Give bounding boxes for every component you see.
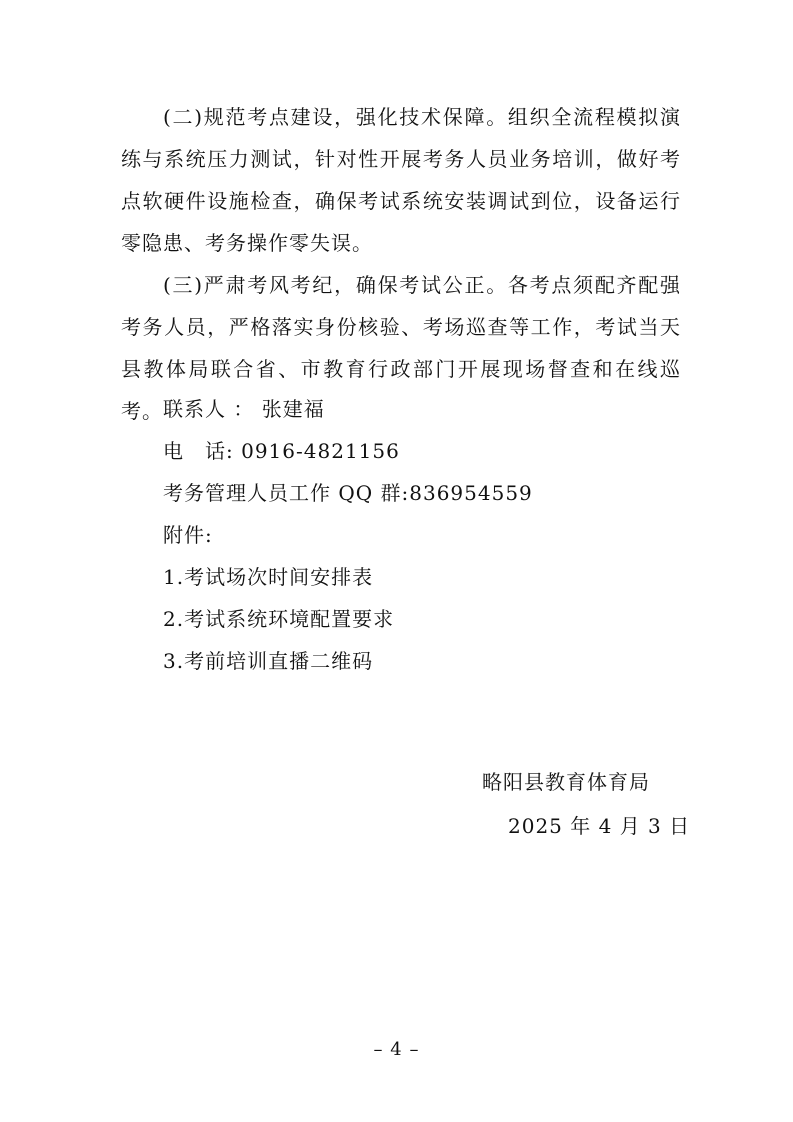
contact-phone-label: 电 话:: [163, 439, 234, 463]
contact-person-line: [163, 395, 325, 423]
paragraph-technical-support: (二)规范考点建设，强化技术保障。组织全流程模拟演练与系统压力测试，针对性开展考务人员业务培训，做好考点软硬件设施检查，确保考试系统安装调试到位，设备运行零隐患、考务操作零失误。: [121, 105, 681, 255]
contact-person-name: 张建福: [261, 397, 325, 421]
attachment-item: 3.考前培训直播二维码: [163, 649, 374, 673]
issue-date: 2025 年 4 月 3 日: [508, 814, 691, 838]
attachment-item: 1.考试场次时间安排表: [163, 565, 374, 589]
attachment-item: 2.考试系统环境配置要求: [163, 607, 395, 631]
contact-phone-number: 0916-4821156: [241, 439, 400, 463]
issuing-organization: 略阳县教育体育局: [482, 770, 650, 794]
page-number: – 4 –: [373, 1039, 420, 1060]
contact-phone-line: [163, 437, 400, 465]
qq-group-line: [163, 479, 533, 507]
qq-group-number: 836954559: [409, 481, 533, 505]
attachments-title: 附件:: [163, 523, 213, 547]
qq-group-label: 考务管理人员工作 QQ 群:: [163, 481, 410, 505]
paragraph-exam-discipline: (三)严肃考风考纪，确保考试公正。各考点须配齐配强考务人员，严格落实身份核验、考场巡查等工作，考试当天县教体局联合省、市教育行政部门开展现场督查和在线巡考。: [121, 273, 681, 423]
contact-person-label: 联系人 ：: [163, 397, 255, 421]
